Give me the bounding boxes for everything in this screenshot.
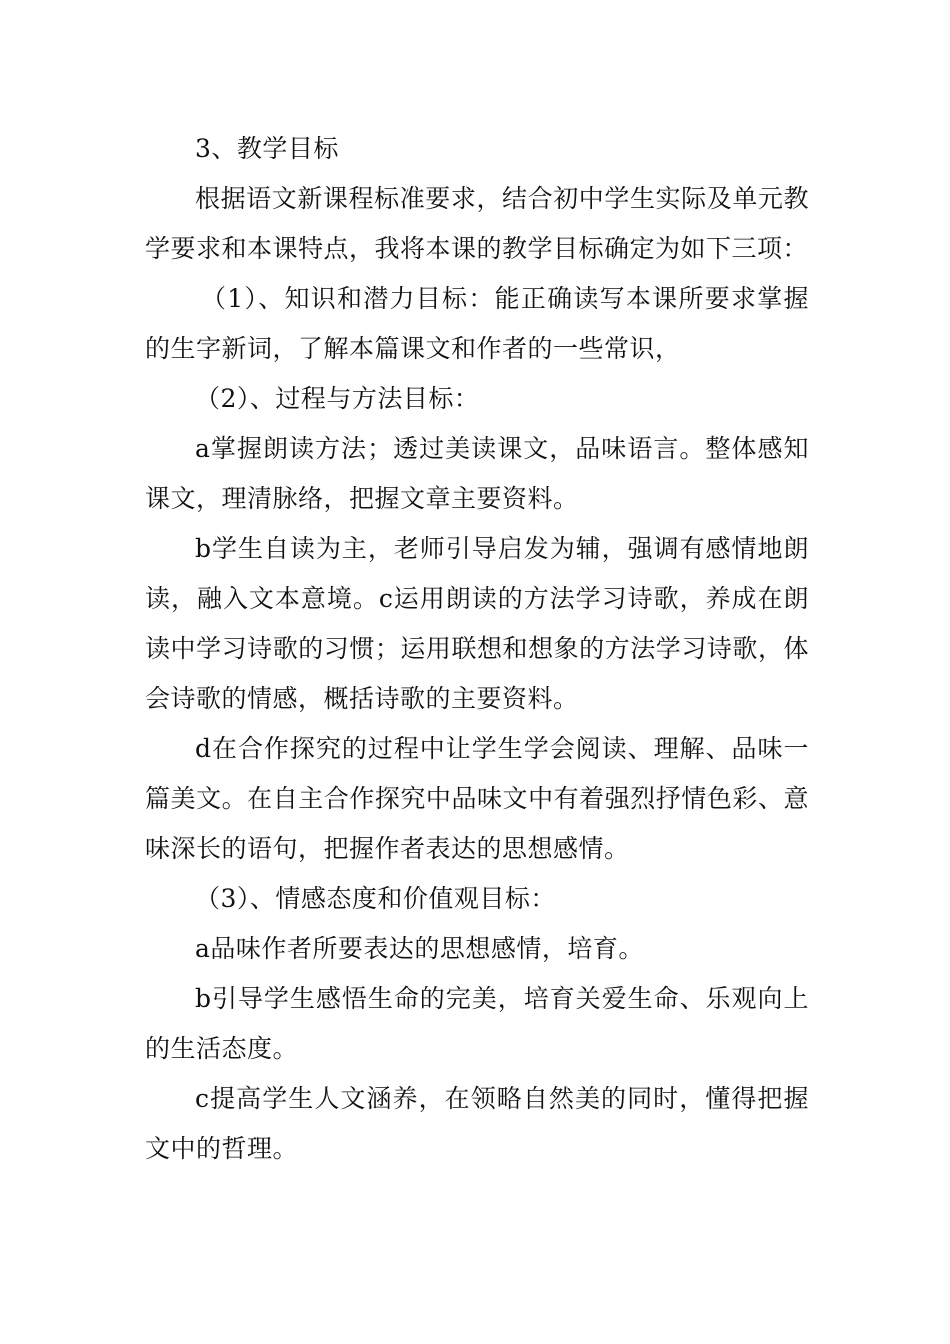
objective-2-heading: （2）、过程与方法目标：	[195, 384, 480, 413]
section-heading: 3、教学目标	[195, 134, 339, 163]
intro-paragraph: 根据语文新课程标准要求，结合初中学生实际及单元教学要求和本课特点，我将本课的教学目标确定为如下三项：	[145, 184, 809, 263]
objective-2-a-paragraph: a掌握朗读方法；透过美读课文，品味语言。整体感知课文，理清脉络，把握文章主要资料。	[145, 434, 809, 513]
objective-3-a-paragraph: a品味作者所要表达的思想感情，培育。	[195, 934, 644, 963]
objective-3-heading: （3）、情感态度和价值观目标：	[195, 884, 556, 913]
objective-3-c-paragraph: c提高学生人文涵养，在领略自然美的同时，懂得把握文中的哲理。	[145, 1084, 809, 1163]
objective-2-b-paragraph: b学生自读为主，老师引导启发为辅，强调有感情地朗读，融入文本意境。c运用朗读的方法学习诗歌，养成在朗读中学习诗歌的习惯；运用联想和想象的方法学习诗歌，体会诗歌的情感，概括诗歌的主要资料。	[145, 534, 809, 713]
document-body	[145, 124, 809, 1174]
objective-2-d-paragraph: d在合作探究的过程中让学生学会阅读、理解、品味一篇美文。在自主合作探究中品味文中有着强烈抒情色彩、意味深长的语句，把握作者表达的思想感情。	[145, 734, 809, 863]
objective-1-paragraph: （1）、知识和潜力目标：能正确读写本课所要求掌握的生字新词，了解本篇课文和作者的一些常识，	[145, 284, 809, 363]
objective-3-b-paragraph: b引导学生感悟生命的完美，培育关爱生命、乐观向上的生活态度。	[145, 984, 809, 1063]
